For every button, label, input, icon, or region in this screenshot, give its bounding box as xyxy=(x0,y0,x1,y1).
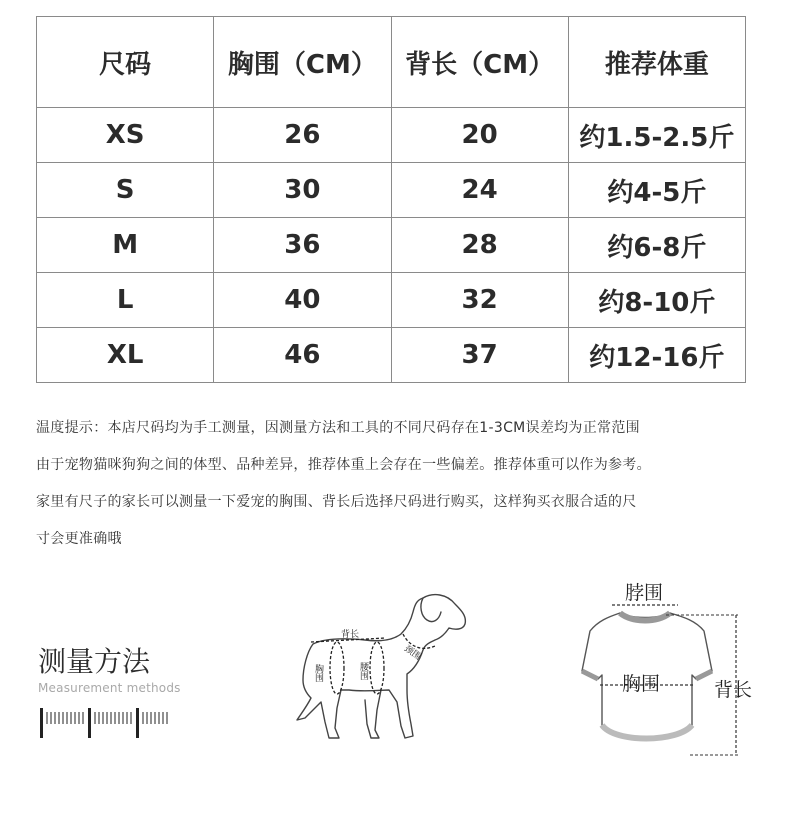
cell-chest: 26 xyxy=(214,108,391,163)
size-chart-table xyxy=(36,16,746,383)
cell-weight: 约4-5斤 xyxy=(568,163,745,218)
header-back-length: 背长（CM） xyxy=(391,17,568,108)
cell-size: L xyxy=(37,273,214,328)
cell-back-length: 20 xyxy=(391,108,568,163)
table-row xyxy=(37,328,746,383)
shirt-back-label: 背长 xyxy=(714,679,753,701)
table-row xyxy=(37,273,746,328)
cell-back-length: 32 xyxy=(391,273,568,328)
table-header-row xyxy=(37,17,746,108)
table-row xyxy=(37,163,746,218)
dog-measurement-diagram xyxy=(285,590,485,750)
cell-size: XS xyxy=(37,108,214,163)
header-weight: 推荐体重 xyxy=(568,17,745,108)
cell-size: XL xyxy=(37,328,214,383)
cell-back-length: 28 xyxy=(391,218,568,273)
shirt-measurement-diagram xyxy=(578,575,768,775)
table-row xyxy=(37,108,746,163)
cell-back-length: 37 xyxy=(391,328,568,383)
ruler-icon xyxy=(40,706,180,740)
note-line: 家里有尺子的家长可以测量一下爱宠的胸围、背长后选择尺码进行购买，这样狗买衣服合适的尺 xyxy=(36,494,637,510)
shirt-neck-label: 脖围 xyxy=(625,582,664,604)
method-title: 测量方法 xyxy=(38,645,151,678)
note-line: 由于宠物猫咪狗狗之间的体型、品种差异，推荐体重上会存在一些偏差。推荐体重可以作为参考。 xyxy=(36,457,651,473)
header-chest: 胸围（CM） xyxy=(214,17,391,108)
note-line: 寸会更准确哦 xyxy=(36,531,122,547)
cell-weight: 约8-10斤 xyxy=(568,273,745,328)
cell-weight: 约6-8斤 xyxy=(568,218,745,273)
cell-chest: 40 xyxy=(214,273,391,328)
header-size: 尺码 xyxy=(37,17,214,108)
cell-chest: 46 xyxy=(214,328,391,383)
cell-size: M xyxy=(37,218,214,273)
note-line: 温度提示：本店尺码均为手工测量，因测量方法和工具的不同尺码存在1-3CM误差均为正常范围 xyxy=(36,420,640,436)
dog-waist-label: 腰围 xyxy=(358,662,368,680)
dog-chest-label: 胸围 xyxy=(313,664,323,682)
measurement-notes xyxy=(36,410,766,558)
table-row xyxy=(37,218,746,273)
cell-weight: 约12-16斤 xyxy=(568,328,745,383)
cell-back-length: 24 xyxy=(391,163,568,218)
cell-size: S xyxy=(37,163,214,218)
method-subtitle: Measurement methods xyxy=(38,681,181,695)
dog-neck-label: 颈围 xyxy=(402,643,423,663)
cell-chest: 30 xyxy=(214,163,391,218)
shirt-chest-label: 胸围 xyxy=(622,673,661,695)
dog-back-label: 背长 xyxy=(341,630,360,640)
cell-chest: 36 xyxy=(214,218,391,273)
cell-weight: 约1.5-2.5斤 xyxy=(568,108,745,163)
